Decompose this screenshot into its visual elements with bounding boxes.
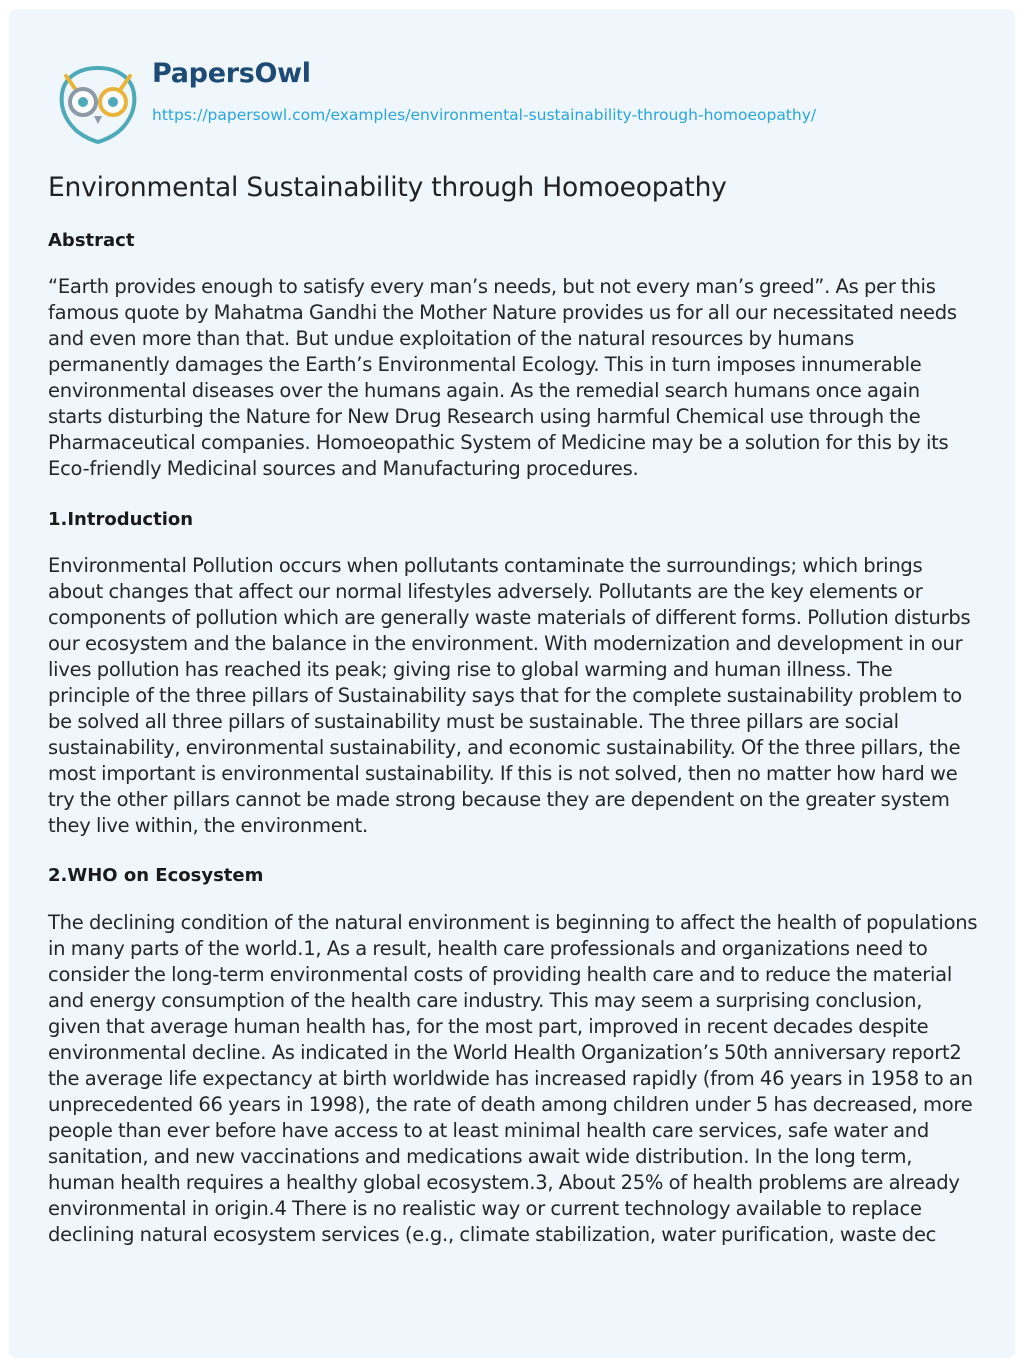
brand-name[interactable]: PapersOwl (152, 58, 311, 89)
section-heading-who-ecosystem: 2.WHO on Ecosystem (48, 865, 264, 886)
section-heading-introduction: 1.Introduction (48, 509, 194, 530)
section-text-who-ecosystem: The declining condition of the natural environment is beginning to affect the health of populations in many parts of the world.1, As a result, health care professionals and organizations need to consider the long-term environmental costs of providing health care and to reduce the material and energy consumption of the health care industry. This may seem a surprising conclusion, given that average human health has, for the most part, improved in recent decades despite environmental decline. As indicated in the World Health Organization’s 50th anniversary report2 the average life expectancy at birth worldwide has increased rapidly (from 46 years in 1958 to an unprecedented 66 years in 1998), the rate of death among children under 5 has decreased, more people than ever before have access to at least minimal health care services, safe water and sanitation, and new vaccinations and medications await wide distribution. In the long term, human health requires a healthy global ecosystem.3, About 25% of health problems are already environmental in origin.4 There is no realistic way or current technology available to replace declining natural ecosystem services (e.g., climate stabilization, water purification, waste dec (48, 911, 978, 1246)
section-text-abstract: “Earth provides enough to satisfy every man’s needs, but not every man’s greed”. As per this famous quote by Mahatma Gandhi the Mother Nature provides us for all our necessitated needs and even more than that. But undue exploitation of the natural resources by humans permanently damages the Earth’s Environmental Ecology. This in turn imposes innumerable environmental diseases over the humans again. As the remedial search humans once again starts disturbing the Nature for New Drug Research using harmful Chemical use through the Pharmaceutical companies. Homoeopathic System of Medicine may be a solution for this by its Eco-friendly Medicinal sources and Manufacturing procedures. (48, 275, 957, 480)
owl-logo-icon[interactable] (50, 64, 148, 144)
source-url-link[interactable]: https://papersowl.com/examples/environmental-sustainability-through-homoeopathy/ (152, 106, 817, 124)
section-heading-abstract: Abstract (48, 230, 135, 251)
section-text-introduction: Environmental Pollution occurs when pollutants contaminate the surroundings; which brings about changes that affect our normal lifestyles adversely. Pollutants are the key elements or components of pollution which are generally waste materials of different forms. Pollution disturbs our ecosystem and the balance in the environment. With modernization and development in our lives pollution has reached its peak; giving rise to global warming and human illness. The principle of the three pillars of Sustainability says that for the complete sustainability problem to be solved all three pillars of sustainability must be sustainable. The three pillars are social sustainability, environmental sustainability, and economic sustainability. Of the three pillars, the most important is environmental sustainability. If this is not solved, then no matter how hard we try the other pillars cannot be made strong because they are dependent on the greater system they live within, the environment. (48, 554, 971, 837)
page-title: Environmental Sustainability through Homoeopathy (48, 172, 727, 203)
